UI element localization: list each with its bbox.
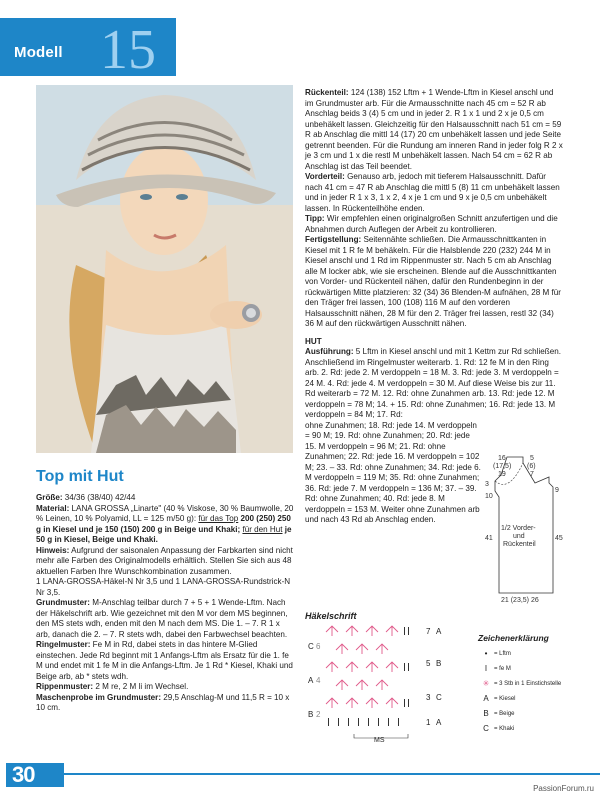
schematic-left-10: 10 (485, 493, 493, 500)
rib-pattern-text: 2 M re, 2 M li im Wechsel. (93, 682, 189, 691)
schematic-label-line1: 1/2 Vorder- (501, 525, 536, 532)
color-c-label: C (483, 724, 489, 733)
material-hut-label: für den Hut (242, 524, 283, 534)
schematic-top-right-sub: (6) (527, 463, 536, 470)
legend-item-text: = Lftm (494, 650, 511, 657)
gauge-paragraph (36, 693, 294, 714)
chart-row-4-letter: A (308, 676, 314, 685)
model-photo (36, 85, 293, 453)
chart-row-4-number: 4 (316, 676, 321, 685)
chart-row-3-number: 3 (426, 693, 431, 702)
footer-rule (64, 773, 600, 775)
finishing-label: Fertigstellung: (305, 235, 362, 244)
left-column (36, 493, 294, 714)
gauge-text: 29,5 Anschlag-M und 11,5 R = 10 x 10 cm. (36, 692, 290, 712)
basic-pattern-label: Grundmuster: (36, 598, 90, 607)
legend-item (478, 694, 568, 703)
hint-paragraph (36, 546, 294, 578)
stripe-pattern-paragraph (36, 640, 294, 682)
front-piece-label: Vorderteil: (305, 172, 345, 181)
schematic-top-right-value: 5 (530, 455, 534, 462)
finishing-paragraph (305, 235, 563, 330)
color-a-label: A (483, 694, 489, 703)
hint-text: Aufgrund der saisonalen Anpassung der Farbkarten sind nicht mehr alle Farben des Originalmodells erhältlich. Stellen Sie sich aus 48 aktuellen Farben Ihre Wunschkombination zusammen. (36, 545, 293, 576)
legend-item-text: = Kiesel (494, 695, 516, 702)
modell-label: Modell (14, 44, 63, 61)
chart-row-7-number: 7 (426, 627, 431, 636)
chart-row-3-letter: C (436, 693, 442, 702)
tip-paragraph (305, 214, 563, 235)
schematic-right-45: 45 (555, 535, 563, 542)
color-b-label: B (483, 709, 489, 718)
crochet-chart-title: Häkelschrift (305, 611, 357, 621)
chart-row-7-letter: A (436, 627, 442, 636)
chart-legend (478, 633, 568, 739)
watermark: PassionForum.ru (533, 784, 594, 793)
triple-dc-cluster-icon: ✳ (482, 679, 490, 688)
legend-item-text: = 3 Stb in 1 Einstichstelle (494, 680, 562, 687)
front-piece-text: Genauso arb, jedoch mit tieferem Halsausschnitt. Dafür nach 41 cm = 47 R ab Anschlag die mittl 5 (8) 11 cm unbehäkelt lassen und in jeder R 1 x 3, 1 x 2, 4 x je 1 cm und 9 x je 0,5 cm unbehäkelt lassen. In Rückenteilhöhe enden. (305, 172, 560, 213)
schematic-top-right-sub2: 7 (530, 471, 534, 478)
legend-item (478, 679, 568, 688)
size-label: Größe: (36, 493, 63, 502)
schematic-top-left-sub2: 19 (498, 471, 506, 478)
schematic-label-line3: Rückenteil (503, 541, 536, 548)
finishing-text: Seitennähte schließen. Die Armausschnittkanten in Kiesel mit 1 R fe M behäkeln. Für die Halsblende 220 (232) 244 M in Kiesel anschl und 1 Rd im Rippenmuster str. Nach 5 cm ab Anschlag alle M locker abk, wie sie erscheinen. Blende auf die Ausschnittkanten von Vorder- und Rückenteil nähen, dafür den Rundenbeginn in der rückwärtigen Mitte platzieren: 32 (34) 36 Blenden-M aufnähen, 28 M für den Träger frei lassen, 100 (108) 116 M auf den vorderen Halsausschnitt nähen, 28 M für den 2. Träger frei lassen, restl 32 (34) 36 M auf den rückwärtigen Ausschnitt nähen. (305, 235, 561, 328)
needles-paragraph: 1 LANA-GROSSA-Häkel-N Nr 3,5 und 1 LANA-GROSSA-Rundstrick-N Nr 3,5. (36, 577, 291, 597)
chain-stitch-icon: • (484, 649, 488, 658)
material-label: Material: (36, 503, 70, 513)
page-number: 30 (12, 762, 35, 787)
material-paragraph (36, 504, 294, 546)
chart-ms-label: MS (374, 737, 385, 744)
material-top-amount: 200 (250) 250 g in Kiesel und je 150 (150) 200 g in Beige und Khaki; (36, 514, 291, 534)
modell-number: 15 (100, 19, 156, 81)
schematic-top-left-sub: (17,5) (493, 463, 512, 470)
material-top-label: für das Top (198, 514, 239, 523)
chart-row-6-letter: C (308, 642, 314, 651)
material-text: LANA GROSSA „Linarte" (40 % Viskose, 30 % Baumwolle, 20 % Leinen, 10 % Polyamid, LL = 125 m/50 g): (36, 503, 294, 523)
legend-item-text: = Khaki (494, 725, 515, 732)
single-crochet-icon: I (484, 664, 488, 673)
stripe-pattern-text: Fe M in Rd, dabei stets in das hintere M-Glied einstechen. Jede Rd beginnt mit 1 Anfangs-Lftm als Ersatz für die 1. fe M und endet mit 1 fe M in die Anfangs-Lftm. Je 1 Rd * Kiesel, Khaki und Beige arb, ab * stets wdh. (36, 640, 293, 681)
pattern-title: Top mit Hut (36, 468, 124, 485)
chart-row-2-number: 2 (316, 710, 321, 719)
basic-pattern-paragraph (36, 598, 294, 640)
legend-item (478, 664, 568, 673)
tip-text: Wir empfehlen einen originalgroßen Schnitt anzufertigen und die Abnahmen durch Auflegen der Arbeit zu kontrollieren. (305, 214, 558, 234)
tip-label: Tipp: (305, 214, 325, 223)
chart-row-6-number: 6 (316, 642, 321, 651)
size-text: 34/36 (38/40) 42/44 (62, 493, 136, 502)
schematic-left-3: 3 (485, 481, 489, 488)
crochet-chart (308, 622, 468, 746)
schematic-label-line2: und (513, 533, 525, 540)
back-piece-label: Rückenteil: (305, 88, 349, 97)
legend-item-text: = fe M (494, 665, 511, 672)
hat-instructions-paragraph (305, 347, 563, 421)
schematic-right-9: 9 (555, 487, 559, 494)
page-number-box (6, 763, 64, 787)
legend-item (478, 709, 568, 718)
hat-instructions-text: 5 Lftm in Kiesel anschl und mit 1 Kettm zur Rd schließen. Anschließend im Ringelmuster weiterarb. 1. Rd: 12 fe M in den Ring arb. 2. Rd: jede 2. M verdoppeln = 18 M. 3. Rd: jede 3. M verdoppeln = 24 M. 4. Rd: jede 4. M verdoppeln = 30 M. Auf diese Weise bis zur 11. Rd weiterarb = 72 M. 12. Rd: ohne Zunahmen arb. 13. Rd: jede 12. M verdoppeln = 78 M; 14. + 15. Rd: ohne Zunahmen; 16. Rd: jede 13. M verdoppeln = 84 M; 17. Rd: (305, 347, 561, 419)
size-paragraph (36, 493, 294, 504)
legend-item-text: = Beige (494, 710, 515, 717)
legend-title: Zeichenerklärung (478, 633, 549, 643)
back-piece-text: 124 (138) 152 Lftm + 1 Wende-Lftm in Kiesel anschl und im Grundmuster arb. Für die Armausschnitte nach 45 cm = 52 R ab Anschlag beids 3 (4) 5 cm und in jeder 2. R 1 x 1 und 2 x je 0,5 cm unbehäkelt lassen. Gleichzeitig für den Halsausschnitt nach 51 cm = 59 R ab Anschlag die mittl 14 (17) 20 cm unbehäkelt lassen und jede Seite getrennt beenden. Für die Rundung am inneren Rand in jeder folg R 2 x je 3 cm und 1 x die restl M unbehäkelt lassen. Nach 54 cm = 62 R ab Anschlag ist das Teil beendet. (305, 88, 563, 171)
schematic-top-left-value: 16 (498, 455, 506, 462)
legend-item (478, 649, 568, 658)
material-hut-amount: je 50 g in Kiesel, Beige und Khaki. (36, 524, 292, 544)
chart-row-1-number: 1 (426, 718, 431, 727)
chart-row-5-number: 5 (426, 659, 431, 668)
hint-label: Hinweis: (36, 545, 70, 555)
front-piece-paragraph (305, 172, 563, 214)
rib-pattern-label: Rippenmuster: (36, 682, 94, 691)
stripe-pattern-label: Ringelmuster: (36, 640, 91, 649)
hat-instructions-label: Ausführung: (305, 347, 354, 356)
garment-schematic (483, 453, 563, 608)
chart-row-5-letter: B (436, 659, 442, 668)
chart-row-2-letter: B (308, 710, 314, 719)
gauge-label: Maschenprobe im Grundmuster: (36, 692, 162, 702)
basic-pattern-text: M-Anschlag teilbar durch 7 + 5 + 1 Wende-Lftm. Nach der Häkelschrift arb. Wie gezeichnet mit den M vor dem MS beginnen, den MS stets wdh, enden mit den M nach dem MS. Die 1. – 7. R 1 x arb, danach die 2. – 7. R stets wdh, dabei den Farbwechsel beachten. (36, 598, 288, 639)
schematic-bottom-width: 21 (23,5) 26 (501, 597, 539, 604)
back-piece-paragraph (305, 88, 563, 172)
hat-instructions-continued: ohne Zunahmen; 18. Rd: jede 14. M verdoppeln = 90 M; 19. Rd: ohne Zunahmen; 20. Rd: jede 15. M verdoppeln = 96 M; 21. Rd: ohne Zunahmen; 22. Rd: jede 16. M verdoppeln = 102 M; 23. – 33. Rd: ohne Zunahmen; 34. Rd: jede 6. M verdoppeln = 119 M; 35. Rd: ohne Zunahmen; 36. Rd: jede 7. M verdoppeln = 136 M; 37. – 39. Rd: ohne Zunahmen; 40. Rd: jede 8. M verdoppeln = 153 M. Weiter ohne Zunahmen arb und nach 43 Rd ab Anschlag enden. (305, 420, 481, 524)
legend-item (478, 724, 568, 733)
schematic-left-41: 41 (485, 535, 493, 542)
rib-pattern-paragraph (36, 682, 294, 693)
chart-row-1-letter: A (436, 718, 442, 727)
hat-section-heading: HUT (305, 336, 322, 346)
